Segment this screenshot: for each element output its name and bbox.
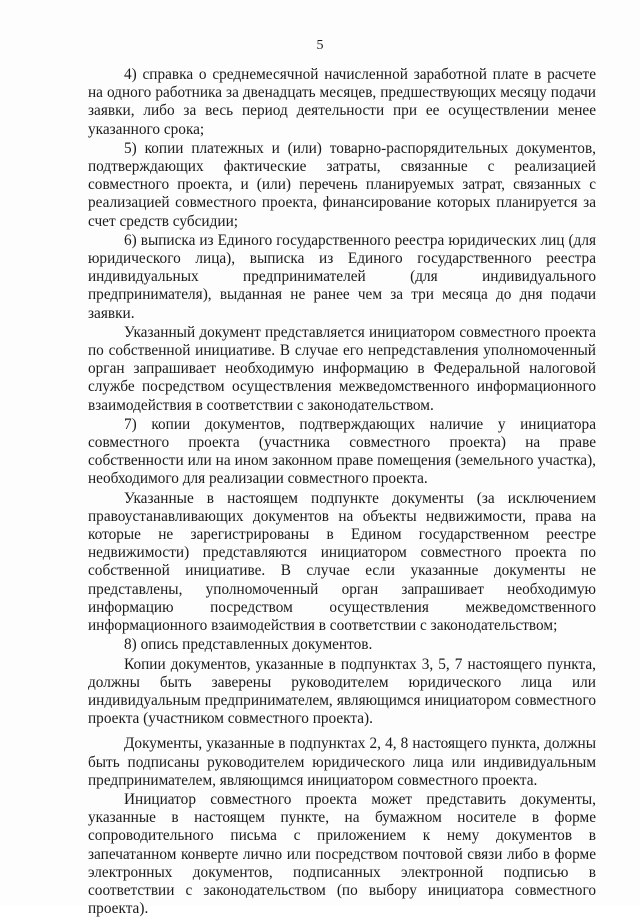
paragraph-registry-extract-note: Указанный документ представляется инициатором совместного проекта по собственной инициативе. В случае его непредставления уполномоченный орган запрашивает необходимую информацию в Федеральной налоговой службе посредством осуществления межведомственного информационного взаимодействия в соответствии с законодательством. — [88, 323, 596, 414]
paragraph-item-8-document-inventory: 8) опись представленных документов. — [124, 636, 373, 654]
paragraph-submission-methods: Инициатор совместного проекта может представить документы, указанные в настоящем пункте, на бумажном носителе в форме сопроводительного письма с приложением к нему документов в запечатанном конверте лично или посредством почтовой связи либо в форме электронных документов, подписанных электронной подписью в соответствии с законодательством (по выбору инициатора совместного проекта). — [88, 790, 596, 918]
document-body — [88, 66, 596, 918]
paragraph-item-6-registry-extract: 6) выписка из Единого государственного реестра юридических лиц (для юридического лица), выписка из Единого государственного реестра индивидуальных предпринимателей (для индивидуального предпринимателя), выданная не ранее чем за три месяца до дня подачи заявки. — [88, 231, 596, 322]
paragraph-item-4-salary-certificate: 4) справка о среднемесячной начисленной заработной плате в расчете на одного работника за двенадцать месяцев, предшествующих месяцу подачи заявки, либо за весь период деятельности при ее осуществлении менее указанного срока; — [88, 66, 596, 138]
paragraph-item-5-payment-documents: 5) копии платежных и (или) товарно-распорядительных документов, подтверждающих фактические затраты, связанные с реализацией совместного проекта, и (или) перечень планируемых затрат, связанных с реализацией совместного проекта, финансирование которых планируется за счет средств субсидии; — [88, 139, 596, 230]
paragraph-signed-documents: Документы, указанные в подпунктах 2, 4, 8 настоящего пункта, должны быть подписаны руководителем юридического лица или индивидуальным предпринимателем, являющимся инициатором совместного проекта. — [88, 735, 596, 789]
page-number: 5 — [316, 38, 324, 53]
paragraph-item-7-property-documents: 7) копии документов, подтверждающих наличие у инициатора совместного проекта (участника совместного проекта) на праве собственности или на ином законном праве помещения (земельного участка), необходимого для реализации совместного проекта. — [88, 415, 596, 488]
paragraph-certified-copies: Копии документов, указанные в подпунктах 3, 5, 7 настоящего пункта, должны быть заверены руководителем юридического лица или индивидуальным предпринимателем, являющимся инициатором совместного проекта (участником совместного проекта). — [88, 655, 596, 728]
paragraph-property-documents-note: Указанные в настоящем подпункте документы (за исключением правоустанавливающих документов на объекты недвижимости, права на которые не зарегистрированы в Едином государственном реестре недвижимости) представляются инициатором совместного проекта по собственной инициативе. В случае если указанные документы не представлены, уполномоченный орган запрашивает необходимую информацию посредством осуществления межведомственного информационного взаимодействия в соответствии с законодательством; — [88, 489, 596, 635]
